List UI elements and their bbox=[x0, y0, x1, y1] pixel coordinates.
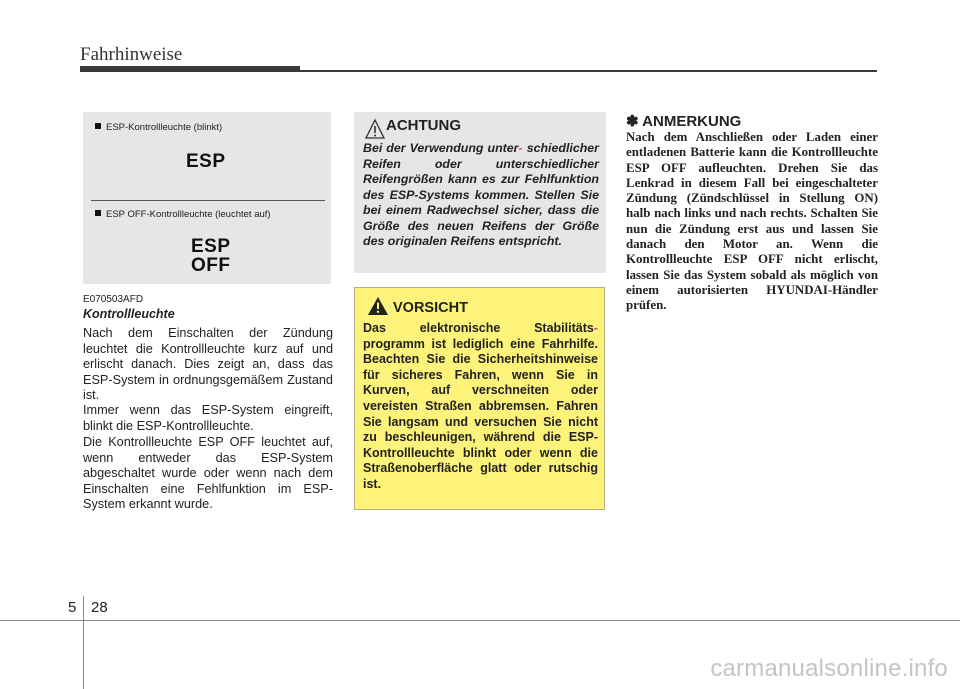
body-paragraph-2: Immer wenn das ESP-System eingreift, blinkt die ESP-Kontrollleuchte. bbox=[83, 403, 333, 433]
section-subheading: Kontrollleuchte bbox=[83, 307, 175, 321]
header-rule bbox=[300, 70, 877, 72]
watermark-text: carmanualsonline.info bbox=[710, 655, 948, 682]
indicator-illustration bbox=[83, 112, 331, 284]
indicator-divider bbox=[91, 200, 325, 201]
vorsicht-text-part2: programm ist lediglich eine Fahrhilfe. Beachten Sie die Sicherheitshinweise für sicheres Fahren, wenn Sie in Kurven, auf verschneiten oder vereisten Straßen abbremsen. Fahren Sie langsam und versuchen Sie nicht zu beschleunigen, während die ESP-Kontrollleuchte blinkt oder wenn die Straßenoberfläche glatt oder rutschig ist. bbox=[363, 336, 598, 491]
esp-warning-symbol: ESP bbox=[186, 151, 226, 172]
page-header-title: Fahrhinweise bbox=[80, 44, 183, 65]
achtung-text-part2: schiedlicher Reifen oder unterschiedlicher Reifengrößen kann es zur Fehlfunktion des ESP-Systems kommen. Stellen Sie bei einem Radwechsel sicher, dass die Größe des neuen Reifens der Größe des originalen Reifens entspricht. bbox=[363, 141, 599, 248]
page-number: 28 bbox=[91, 599, 108, 616]
esp-off-warning-symbol bbox=[191, 237, 231, 275]
anmerkung-text: Nach dem Anschließen oder Laden einer entladenen Batterie kann die Kontrollleuchte ESP OFF aufleuchten. Drehen Sie das Lenkrad in diesem Fall bei eingeschalteter Zündung (Zündschlüssel in Stellung ON) halb nach links und nach rechts. Schalten Sie nun die Zündung erst aus und lassen Sie danach den Motor an. Wenn die Kontrollleuchte ESP OFF nicht erlischt, lassen Sie das System sobald als möglich von einem autorisierten HYUNDAI-Händler prüfen. bbox=[626, 130, 878, 313]
achtung-title: ACHTUNG bbox=[386, 117, 461, 134]
body-paragraph-1: Nach dem Einschalten der Zündung leuchtet die Kontrollleuchte kurz auf und erlischt danach. Dies zeigt an, dass das ESP-System in ordnungsgemäßem Zustand ist. bbox=[83, 326, 333, 403]
anmerkung-title: ✽ ANMERKUNG bbox=[626, 113, 742, 130]
vorsicht-title: VORSICHT bbox=[393, 300, 468, 316]
footer-vertical-rule bbox=[83, 596, 84, 689]
bullet-square-icon bbox=[95, 210, 101, 216]
esp-off-symbol-line2: OFF bbox=[191, 255, 231, 276]
indicator-label-esp-text: ESP-Kontrollleuchte (blinkt) bbox=[106, 122, 223, 133]
achtung-text bbox=[363, 141, 599, 250]
caution-triangle-icon bbox=[367, 296, 389, 316]
bullet-square-icon bbox=[95, 123, 101, 129]
esp-off-symbol-line1: ESP bbox=[191, 236, 231, 257]
indicator-label-esp-off bbox=[95, 209, 271, 220]
vorsicht-caution-box bbox=[354, 287, 605, 510]
achtung-text-part1: Bei der Verwendung unter bbox=[363, 141, 519, 155]
achtung-hyphen: - bbox=[518, 141, 523, 155]
indicator-label-esp bbox=[95, 122, 222, 133]
footer-rule bbox=[0, 620, 960, 621]
achtung-notice bbox=[354, 112, 606, 273]
vorsicht-text bbox=[363, 321, 598, 493]
vorsicht-hyphen: - bbox=[593, 321, 598, 335]
vorsicht-text-part1: Das elektronische Stabilitäts bbox=[363, 321, 594, 335]
body-paragraph-3: Die Kontrollleuchte ESP OFF leuchtet auf, wenn entweder das ESP-System abgeschaltet wurde oder wenn nach dem Einschalten eine Fehlfunktion im ESP-System erkannt wurde. bbox=[83, 435, 333, 512]
header-bar bbox=[80, 66, 300, 72]
warning-triangle-icon bbox=[364, 118, 386, 140]
reference-code: E070503AFD bbox=[83, 294, 144, 305]
indicator-label-esp-off-text: ESP OFF-Kontrollleuchte (leuchtet auf) bbox=[106, 209, 271, 220]
chapter-number: 5 bbox=[68, 599, 77, 616]
